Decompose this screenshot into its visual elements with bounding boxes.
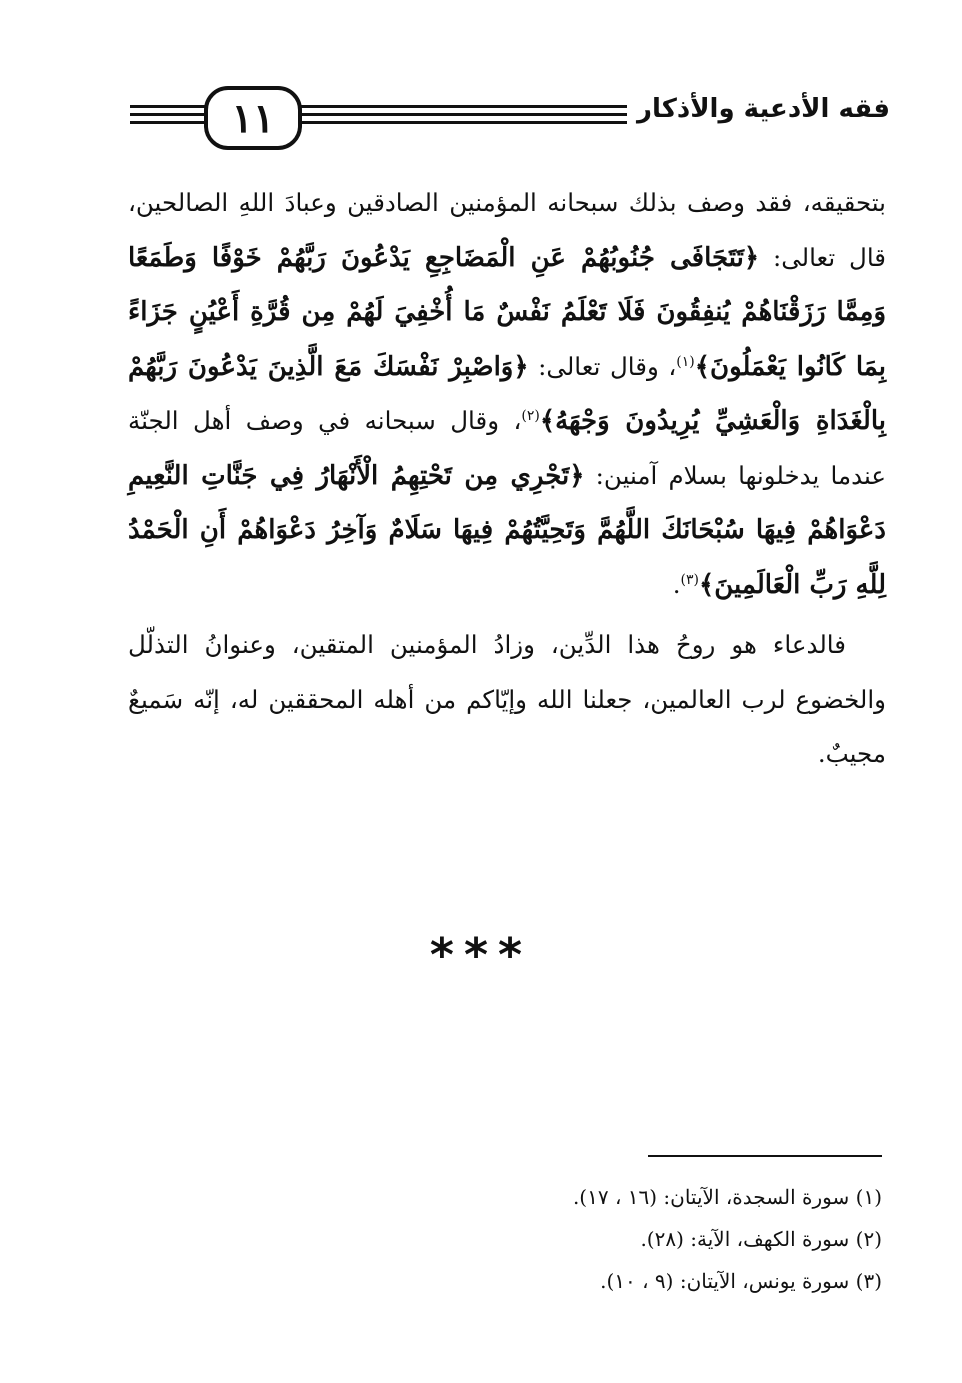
main-text — [128, 176, 886, 782]
book-title: فقه الأدعية والأذكار — [627, 94, 890, 124]
text-run: . — [672, 569, 681, 599]
text-run: بتحقيقه، فقد وصف بذلك سبحانه المؤمنين الصادقين وعبادَ اللهِ الصالحين، قال تعالى: — [128, 188, 887, 272]
section-separator: *** — [429, 928, 533, 982]
paragraph-1 — [128, 176, 886, 612]
footnote-divider — [648, 1155, 882, 1157]
quran-verse: ﴿تَجْرِي مِن تَحْتِهِمُ الْأَنْهَارُ فِي جَنَّاتِ النَّعِيمِ دَعْوَاهُمْ فِيهَا سُبْحَانَكَ اللَّهُمَّ وَتَحِيَّتُهُمْ فِيهَا سَلَامٌ وَآخِرُ دَعْوَاهُمْ أَنِ الْحَمْدُ لِلَّهِ رَبِّ الْعَالَمِينَ﴾ — [128, 460, 886, 600]
paragraph-2: فالدعاء هو روحُ هذا الدِّين، وزادُ المؤمنين المتقين، وعنوانُ التذلّل والخضوع لرب العالمين، جعلنا الله وإيّاكم من أهله المحققين له، إنّه سَميعٌ مجيبٌ. — [128, 630, 886, 768]
footnotes — [282, 1176, 882, 1302]
page-number-box — [204, 86, 302, 150]
footnote-item: (٢) سورة الكهف، الآية: (٢٨). — [640, 1227, 882, 1251]
page-header — [130, 84, 890, 164]
quran-verse: ﴿تَتَجَافَى جُنُوبُهُمْ عَنِ الْمَضَاجِعِ يَدْعُونَ رَبَّهُمْ خَوْفًا وَطَمَعًا وَمِمَّا رَزَقْنَاهُمْ يُنفِقُونَ فَلَا تَعْلَمُ نَفْسٌ مَا أُخْفِيَ لَهُمْ مِن قُرَّةِ أَعْيُنٍ جَزَاءً بِمَا كَانُوا يَعْمَلُونَ﴾ — [128, 242, 887, 382]
page-number: ١١ — [231, 94, 275, 142]
footnote-reference: (١) — [676, 353, 695, 370]
quran-verse: ﴿وَاصْبِرْ نَفْسَكَ مَعَ الَّذِينَ يَدْعُونَ رَبَّهُمْ بِالْغَدَاةِ وَالْعَشِيِّ يُرِيدُونَ وَجْهَهُ﴾ — [128, 351, 886, 436]
footnote-reference: (٣) — [680, 571, 699, 588]
text-run: ، وقال تعالى: — [528, 351, 677, 381]
text-run: ، وقال سبحانه في وصف أهل الجنّة عندما يدخلونها بسلام آمنين: — [128, 406, 886, 490]
footnote-item: (٣) سورة يونس، الآيتان: (٩ ، ١٠). — [600, 1269, 882, 1293]
footnote-reference: (٢) — [521, 407, 540, 424]
footnote-item: (١) سورة السجدة، الآيتان: (١٦ ، ١٧). — [572, 1185, 882, 1209]
